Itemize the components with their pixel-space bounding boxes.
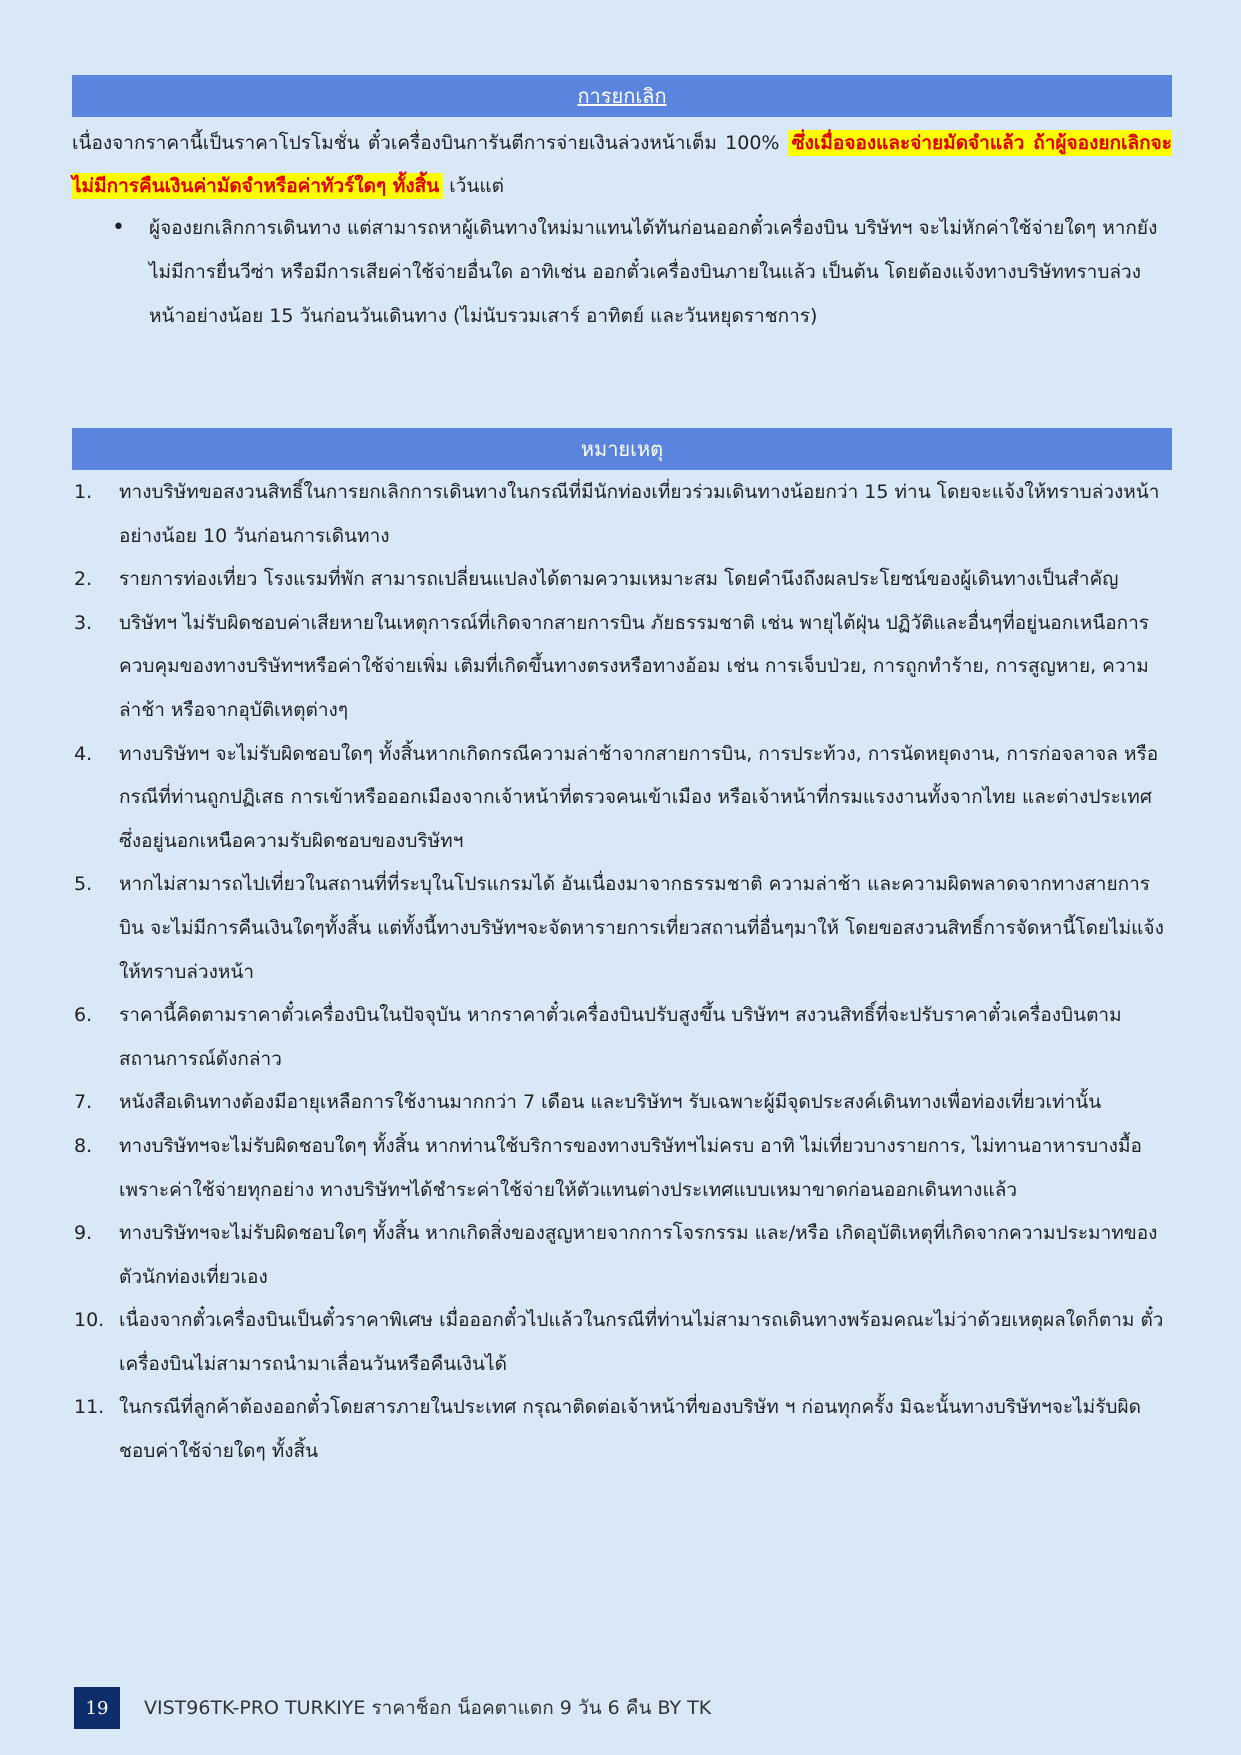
list-item [72, 1212, 1172, 1299]
item-text: ในกรณีที่ลูกค้าต้องออกตั๋วโดยสารภายในประเทศ กรุณาติดต่อเจ้าหน้าที่ของบริษัท ฯ ก่อนทุกครั้ง มิฉะนั้นทางบริษัทฯจะไม่รับผิดชอบค่าใช้จ่ายใดๆ ทั้งสิ้น [119, 1396, 1141, 1463]
item-number: 9. [74, 1222, 93, 1245]
list-item [72, 994, 1172, 1081]
notes-list [72, 471, 1172, 1474]
item-number: 8. [74, 1134, 93, 1157]
list-item [72, 471, 1172, 558]
item-number: 4. [74, 742, 93, 765]
list-item [72, 733, 1172, 864]
notes-header [72, 428, 1172, 470]
page-number-badge [74, 1687, 120, 1729]
cancellation-highlight: ซึ่งเมื่อจองและจ่ายมัดจำแล้ว ถ้าผู้จองยกเลิกจะไม่มีการคืนเงินค่ามัดจำหรือค่าทัวร์ใดๆ ทั้งสิ้น [72, 132, 1172, 197]
list-item [72, 1081, 1172, 1125]
list-item [72, 602, 1172, 733]
item-number: 3. [74, 611, 93, 634]
item-text: บริษัทฯ ไม่รับผิดชอบค่าเสียหายในเหตุการณ์ที่เกิดจากสายการบิน ภัยธรรมชาติ เช่น พายุไต้ฝุ่น ปฏิวัติและอื่นๆที่อยู่นอกเหนือการควบคุมของทางบริษัทฯหรือค่าใช้จ่ายเพิ่ม เติมที่เกิดขึ้นทางตรงหรือทางอ้อม เช่น การเจ็บป่วย, การถูกทำร้าย, การสูญหาย, ความล่าช้า หรือจากอุบัติเหตุต่างๆ [119, 611, 1150, 721]
list-item [72, 1125, 1172, 1212]
item-text: ทางบริษัทฯจะไม่รับผิดชอบใดๆ ทั้งสิ้น หากท่านใช้บริการของทางบริษัทฯไม่ครบ อาทิ ไม่เที่ยวบางรายการ, ไม่ทานอาหารบางมื้อ เพราะค่าใช้จ่ายทุกอย่าง ทางบริษัทฯได้ชำระค่าใช้จ่ายให้ตัวแทนต่างประเทศแบบเหมาขาดก่อนออกเดินทางแล้ว [119, 1134, 1142, 1201]
item-text: ทางบริษัทขอสงวนสิทธิ์ในการยกเลิกการเดินทางในกรณีที่มีนักท่องเที่ยวร่วมเดินทางน้อยกว่า 15 ท่าน โดยจะแจ้งให้ทราบล่วงหน้าอย่างน้อย 10 วันก่อนการเดินทาง [119, 481, 1160, 547]
notes-title: หมายเหตุ [580, 437, 664, 461]
item-number: 1. [74, 481, 93, 503]
cancellation-intro: เนื่องจากราคานี้เป็นราคาโปรโมชั่น ตั๋วเครื่องบินการันตีการจ่ายเงินล่วงหน้าเต็ม 100% [72, 132, 788, 154]
item-text: ทางบริษัทฯจะไม่รับผิดชอบใดๆ ทั้งสิ้น หากเกิดสิ่งของสูญหายจากการโจรกรรม และ/หรือ เกิดอุบัติเหตุที่เกิดจากความประมาทของตัวนักท่องเที่ยวเอง [119, 1222, 1158, 1288]
item-text: หากไม่สามารถไปเที่ยวในสถานที่ที่ระบุในโปรแกรมได้ อันเนื่องมาจากธรรมชาติ ความล่าช้า และความผิดพลาดจากทางสายการบิน จะไม่มีการคืนเงินใดๆทั้งสิ้น แต่ทั้งนี้ทางบริษัทฯจะจัดหารายการเที่ยวสถานที่อื่นๆมาให้ โดยขอสงวนสิทธิ์การจัดหานี้โดยไม่แจ้งให้ทราบล่วงหน้า [119, 873, 1164, 983]
bullet-text: ผู้จองยกเลิกการเดินทาง แต่สามารถหาผู้เดินทางใหม่มาแทนได้ทันก่อนออกตั๋วเครื่องบิน บริษัทฯ จะไม่หักค่าใช้จ่ายใดๆ หากยังไม่มีการยื่นวีซ่า หรือมีการเสียค่าใช้จ่ายอื่นใด อาทิเช่น ออกตั๋วเครื่องบินภายในแล้ว เป็นต้น โดยต้องแจ้งทางบริษัททราบล่วงหน้าอย่างน้อย 15 วันก่อนวันเดินทาง (ไม่นับรวมเสาร์ อาทิตย์ และวันหยุดราชการ) [149, 217, 1158, 327]
item-number: 5. [74, 873, 93, 896]
list-item [72, 1386, 1172, 1473]
item-text: เนื่องจากตั๋วเครื่องบินเป็นตั๋วราคาพิเศษ เมื่อออกตั๋วไปแล้วในกรณีที่ท่านไม่สามารถเดินทางพร้อมคณะไม่ว่าด้วยเหตุผลใดก็ตาม ตั๋วเครื่องบินไม่สามารถนำมาเลื่อนวันหรือคืนเงินได้ [119, 1309, 1164, 1375]
item-number: 2. [74, 568, 93, 591]
cancellation-outro: เว้นแต่ [443, 175, 505, 197]
item-number: 10. [74, 1309, 105, 1332]
bullet-icon: • [112, 215, 125, 240]
page-footer [74, 1687, 711, 1729]
item-number: 6. [74, 1004, 93, 1027]
cancellation-title: การยกเลิก [577, 84, 667, 108]
item-text: ทางบริษัทฯ จะไม่รับผิดชอบใดๆ ทั้งสิ้นหากเกิดกรณีความล่าช้าจากสายการบิน, การประท้วง, การนัดหยุดงาน, การก่อจลาจล หรือกรณีที่ท่านถูกปฏิเสธ การเข้าหรือออกเมืองจากเจ้าหน้าที่ตรวจคนเข้าเมือง หรือเจ้าหน้าที่กรมแรงงานทั้งจากไทย และต่างประเทศซึ่งอยู่นอกเหนือความรับผิดชอบของบริษัทฯ [119, 742, 1159, 852]
list-item [72, 558, 1172, 602]
page-number: 19 [85, 1697, 109, 1719]
item-text: รายการท่องเที่ยว โรงแรมที่พัก สามารถเปลี่ยนแปลงได้ตามความเหมาะสม โดยคำนึงถึงผลประโยชน์ของผู้เดินทางเป็นสำคัญ [119, 568, 1119, 591]
item-text: ราคานี้คิดตามราคาตั๋วเครื่องบินในปัจจุบัน หากราคาตั๋วเครื่องบินปรับสูงขึ้น บริษัทฯ สงวนสิทธิ์ที่จะปรับราคาตั๋วเครื่องบินตามสถานการณ์ดังกล่าว [119, 1004, 1122, 1070]
cancellation-paragraph [72, 122, 1172, 208]
list-item [72, 1299, 1172, 1386]
list-item [72, 206, 1172, 338]
footer-text: VIST96TK-PRO TURKIYE ราคาช็อก น็อคตาแตก 9 วัน 6 คืน BY TK [144, 1697, 712, 1719]
cancellation-exceptions-list [72, 206, 1172, 338]
list-item [72, 863, 1172, 994]
item-number: 7. [74, 1091, 93, 1114]
cancellation-header [72, 75, 1172, 117]
item-number: 11. [74, 1396, 105, 1419]
item-text: หนังสือเดินทางต้องมีอายุเหลือการใช้งานมากกว่า 7 เดือน และบริษัทฯ รับเฉพาะผู้มีจุดประสงค์เดินทางเพื่อท่องเที่ยวเท่านั้น [119, 1091, 1102, 1114]
